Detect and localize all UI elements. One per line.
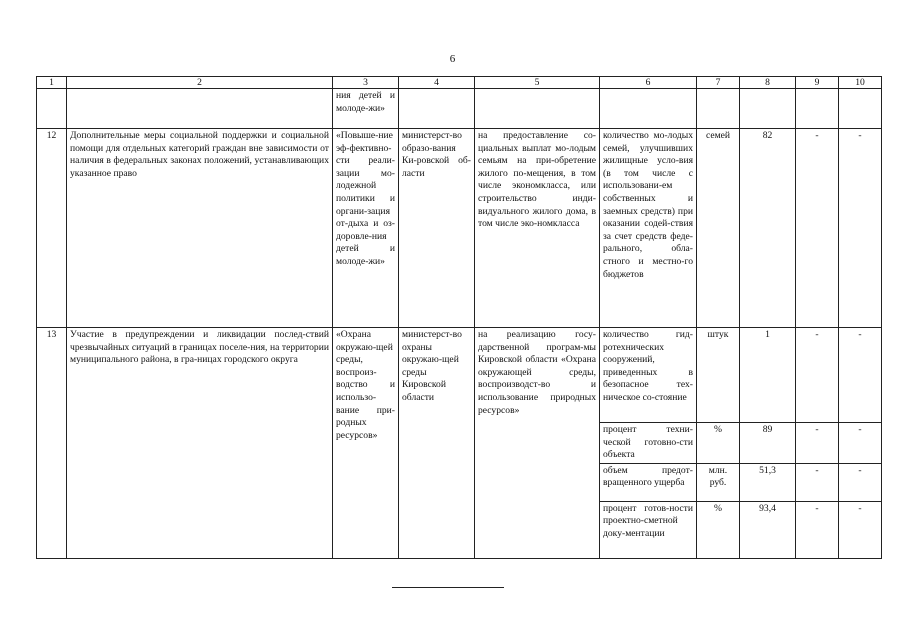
continuation-row — [37, 89, 882, 129]
col10-cell: - — [839, 129, 882, 328]
header-cell: 8 — [740, 77, 796, 89]
col9-cell: - — [796, 501, 839, 558]
program-cell: «Повыше-ние эф-фективно-сти реали-зации мо-лодежной политики и органи-зация от-дыха и оз-доровле-ния детей и молоде-жи» — [333, 129, 399, 328]
col10-cell: - — [839, 501, 882, 558]
unit-cell: % — [697, 423, 740, 464]
header-cell: 2 — [67, 77, 333, 89]
unit-cell: % — [697, 501, 740, 558]
program-cell: ния детей и молоде-жи» — [333, 89, 399, 129]
page-number: 6 — [449, 53, 456, 65]
purpose-cell: на реализацию госу-дарственной програм-мы Кировской области «Охрана окружающей среды, воспроизводст-во и использование природных ресурсов» — [475, 328, 600, 559]
header-cell: 4 — [399, 77, 475, 89]
measure-name: Дополнительные меры социальной поддержки и социальной помощи для отдельных категорий граждан вне зависимости от наличия в федеральных законах положений, устанавливающих указанное право — [67, 129, 333, 328]
program-cell: «Охрана окружаю-щей среды, воспроиз-водство и использо-вание при-родных ресурсов» — [333, 328, 399, 559]
purpose-cell: на предоставление со-циальных выплат мо-лодым семьям на при-обретение жилого по-мещения, в том числе экономкласса, или строительство инди-видуального жилого дома, в том числе эко-номкласса — [475, 129, 600, 328]
header-cell: 9 — [796, 77, 839, 89]
unit-cell: млн. руб. — [697, 463, 740, 501]
unit-cell: штук — [697, 328, 740, 423]
table-row — [37, 328, 882, 423]
ministry-cell: министерст-во охраны окружаю-щей среды Кировской области — [399, 328, 475, 559]
col10-cell: - — [839, 328, 882, 423]
value-cell: 1 — [740, 328, 796, 423]
header-row — [37, 77, 882, 89]
indicator-cell: количество мо-лодых семей, улучшивших жилищные усло-вия (в том числе с использовани-ем собственных и заемных средств) при оказании содей-ствия за счет средств феде-рального, обла-стного и местно-го бюджетов — [600, 129, 697, 328]
measure-name: Участие в предупреждении и ликвидации послед-ствий чрезвычайных ситуаций в границах поселе-ния, на территории муниципального района, в гра-ницах городского округа — [67, 328, 333, 559]
indicator-cell: количество гид-ротехнических сооружений, приведенных в безопасное тех-ническое со-стояние — [600, 328, 697, 423]
ministry-cell: министерст-во образо-вания Ки-ровской об-ласти — [399, 129, 475, 328]
header-cell: 10 — [839, 77, 882, 89]
row-number: 12 — [37, 129, 67, 328]
value-cell: 82 — [740, 129, 796, 328]
row-number: 13 — [37, 328, 67, 559]
col9-cell: - — [796, 463, 839, 501]
table-row — [37, 129, 882, 328]
indicator-cell: процент техни-ческой готовно-сти объекта — [600, 423, 697, 464]
unit-cell: семей — [697, 129, 740, 328]
header-cell: 7 — [697, 77, 740, 89]
header-cell: 6 — [600, 77, 697, 89]
value-cell: 51,3 — [740, 463, 796, 501]
value-cell: 89 — [740, 423, 796, 464]
col10-cell: - — [839, 423, 882, 464]
col10-cell: - — [839, 463, 882, 501]
indicator-cell: объем предот-вращенного ущерба — [600, 463, 697, 501]
header-cell: 5 — [475, 77, 600, 89]
col9-cell: - — [796, 328, 839, 423]
header-cell: 3 — [333, 77, 399, 89]
col9-cell: - — [796, 423, 839, 464]
col9-cell: - — [796, 129, 839, 328]
measures-table — [36, 76, 882, 559]
value-cell: 93,4 — [740, 501, 796, 558]
header-cell: 1 — [37, 77, 67, 89]
indicator-cell: процент готов-ности проектно-сметной доку-ментации — [600, 501, 697, 558]
footnote-divider — [392, 587, 504, 588]
